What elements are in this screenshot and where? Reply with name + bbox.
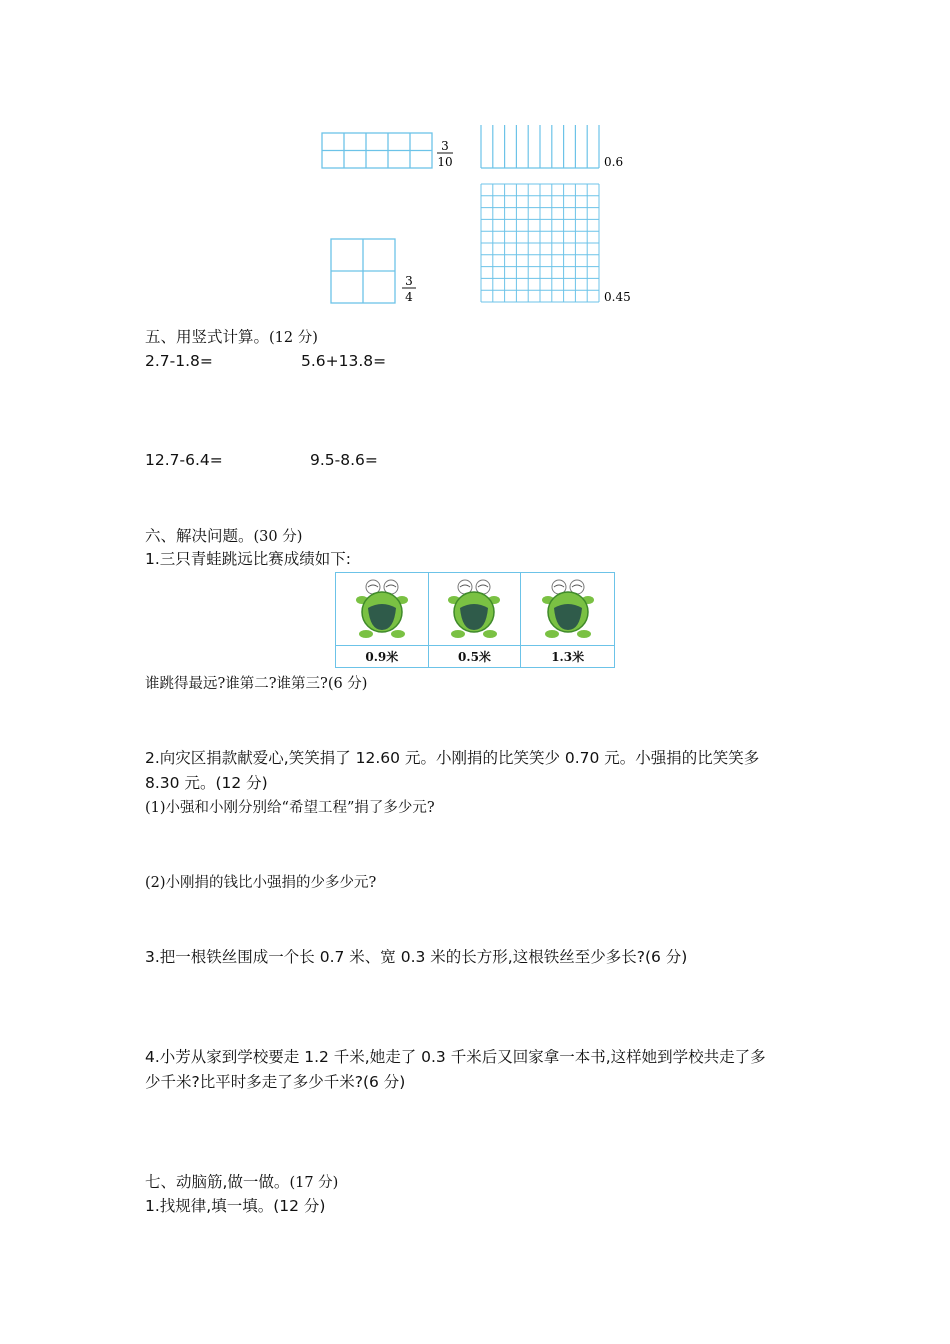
frog-icon bbox=[521, 573, 614, 646]
frog-icon bbox=[336, 573, 428, 646]
section5-heading bbox=[145, 326, 318, 349]
section6-title: 六、解决问题。 bbox=[145, 527, 254, 545]
bars-tenths bbox=[481, 125, 599, 168]
section6-heading bbox=[145, 525, 302, 548]
frog-cell bbox=[429, 573, 522, 667]
calc-q2: 5.6+13.8= bbox=[301, 352, 387, 370]
calc-q1: 2.7-1.8= bbox=[145, 352, 213, 370]
problem1-question: 谁跳得最远?谁第二?谁第三?(6 分) bbox=[145, 676, 368, 692]
problem2-line1: 2.向灾区捐款献爱心,笑笑捐了 12.60 元。小刚捐的比笑笑少 0.70 元。小强捐的比笑笑多 bbox=[145, 749, 760, 767]
hundred-grid-label: 0.45 bbox=[604, 290, 631, 304]
problem4-line1: 4.小芳从家到学校要走 1.2 千米,她走了 0.3 千米后又回家拿一本书,这样她到学校共走了多 bbox=[145, 1048, 766, 1066]
section5-title: 五、用竖式计算。 bbox=[145, 328, 270, 346]
section7-title: 七、动脑筋,做一做。 bbox=[145, 1173, 290, 1191]
grid-tenths-denominator: 10 bbox=[437, 155, 453, 169]
section5-score: (12 分) bbox=[269, 330, 318, 346]
problem4-line2: 少千米?比平时多走了多少千米?(6 分) bbox=[145, 1073, 406, 1091]
section7-score: (17 分) bbox=[289, 1175, 339, 1191]
square-numerator: 3 bbox=[405, 274, 413, 288]
frog-icon bbox=[429, 573, 521, 646]
square-quarters bbox=[331, 239, 395, 303]
problem2-sub1: (1)小强和小刚分别给“希望工程”捐了多少元? bbox=[145, 800, 435, 816]
problem1-intro: 1.三只青蛙跳远比赛成绩如下: bbox=[145, 550, 352, 568]
calc-q4: 9.5-8.6= bbox=[310, 451, 378, 469]
problem3: 3.把一根铁丝围成一个长 0.7 米、宽 0.3 米的长方形,这根铁丝至少多长?(6 分) bbox=[145, 948, 688, 966]
hundred-grid bbox=[481, 184, 599, 302]
fraction-figures bbox=[0, 0, 950, 320]
problem2-line2: 8.30 元。(12 分) bbox=[145, 774, 268, 792]
section6-score: (30 分) bbox=[253, 529, 303, 545]
square-denominator: 4 bbox=[405, 290, 413, 304]
section7-problem1: 1.找规律,填一填。(12 分) bbox=[145, 1197, 326, 1215]
frog-distance: 1.3米 bbox=[551, 650, 585, 664]
problem2-sub2: (2)小刚捐的钱比小强捐的少多少元? bbox=[145, 875, 377, 891]
frog-cell bbox=[336, 573, 429, 667]
bars-label: 0.6 bbox=[604, 155, 624, 169]
grid-tenths bbox=[322, 133, 432, 168]
section7-heading bbox=[145, 1171, 338, 1194]
frog-results-table bbox=[335, 572, 615, 668]
grid-tenths-numerator: 3 bbox=[441, 139, 449, 153]
frog-distance: 0.5米 bbox=[458, 650, 491, 664]
calc-q3: 12.7-6.4= bbox=[145, 451, 223, 469]
frog-cell bbox=[521, 573, 614, 667]
frog-distance: 0.9米 bbox=[365, 650, 399, 664]
